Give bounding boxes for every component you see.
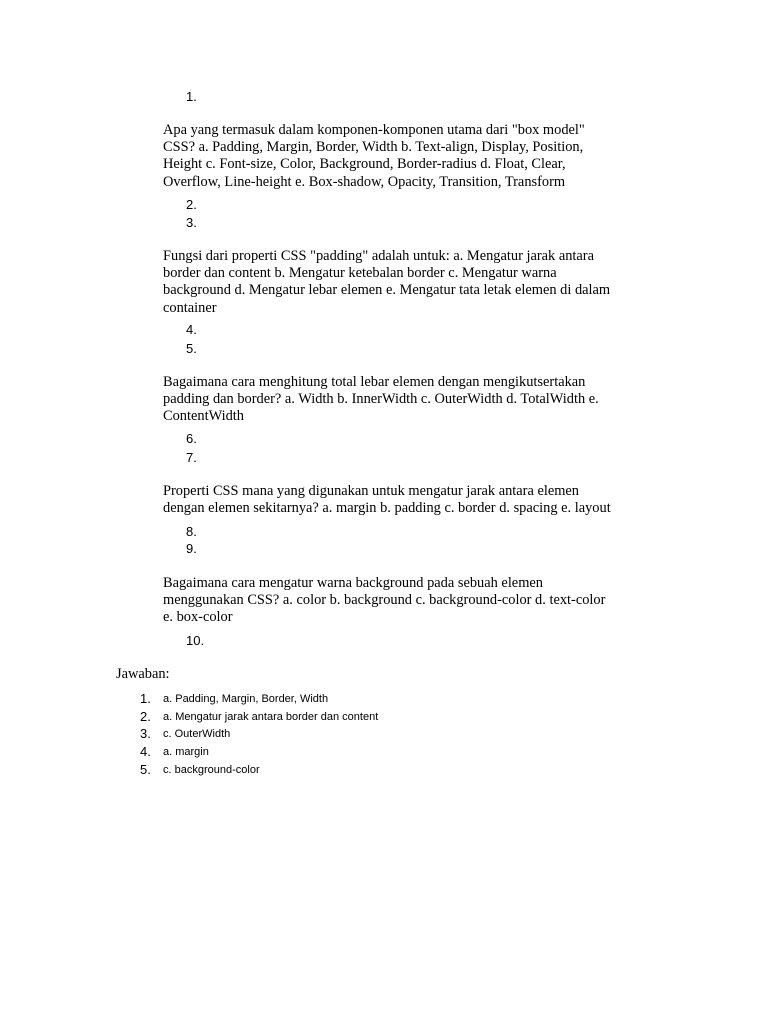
question-paragraph xyxy=(163,483,659,517)
answer-number: 1. xyxy=(140,691,151,706)
list-number: 3. xyxy=(186,215,197,230)
answer-number: 5. xyxy=(140,762,151,777)
list-number: 7. xyxy=(186,450,197,465)
question-line: background d. Mengatur lebar elemen e. Mengatur tata letak elemen di dalam xyxy=(163,282,611,299)
answer-text: c. background-color xyxy=(163,764,260,776)
answer-number: 3. xyxy=(140,726,151,741)
question-line: Apa yang termasuk dalam komponen-komponen utama dari "box model" xyxy=(163,122,585,138)
question-line: padding dan border? a. Width b. InnerWidth c. OuterWidth d. TotalWidth e. xyxy=(163,391,599,408)
question-line: menggunakan CSS? a. color b. background c. background-color d. text-color xyxy=(163,592,606,609)
list-number: 2. xyxy=(186,197,197,212)
list-number: 5. xyxy=(186,341,197,356)
question-paragraph xyxy=(163,248,659,317)
list-number: 1. xyxy=(186,89,197,104)
answer-text: c. OuterWidth xyxy=(163,728,231,740)
question-line: CSS? a. Padding, Margin, Border, Width b. Text-align, Display, Position, xyxy=(163,139,584,156)
question-line: dengan elemen sekitarnya? a. margin b. padding c. border d. spacing e. layout xyxy=(163,500,611,517)
question-line: Bagaimana cara menghitung total lebar elemen dengan mengikutsertakan xyxy=(163,374,586,390)
list-number: 10. xyxy=(186,633,205,648)
question-line: Fungsi dari properti CSS "padding" adalah untuk: a. Mengatur jarak antara xyxy=(163,248,594,264)
answer-text: a. Mengatur jarak antara border dan content xyxy=(163,711,379,723)
answer-text: a. Padding, Margin, Border, Width xyxy=(163,693,329,705)
answer-text: a. margin xyxy=(163,746,209,758)
question-paragraph xyxy=(163,122,659,191)
answers-heading: Jawaban: xyxy=(116,666,170,682)
list-number: 4. xyxy=(186,322,197,337)
question-paragraph xyxy=(163,575,659,627)
answer-number: 2. xyxy=(140,709,151,724)
question-line: Overflow, Line-height e. Box-shadow, Opacity, Transition, Transform xyxy=(163,173,566,190)
answer-number: 4. xyxy=(140,744,151,759)
question-paragraph xyxy=(163,374,659,426)
question-line: Bagaimana cara mengatur warna background pada sebuah elemen xyxy=(163,575,543,591)
list-number: 8. xyxy=(186,524,197,539)
question-line: container xyxy=(163,299,217,316)
question-line: Properti CSS mana yang digunakan untuk mengatur jarak antara elemen xyxy=(163,483,580,499)
question-line: ContentWidth xyxy=(163,408,244,425)
list-number: 6. xyxy=(186,431,197,446)
list-number: 9. xyxy=(186,541,197,556)
question-line: border dan content b. Mengatur ketebalan border c. Mengatur warna xyxy=(163,265,557,282)
question-line: e. box-color xyxy=(163,609,233,626)
question-line: Height c. Font-size, Color, Background, Border-radius d. Float, Clear, xyxy=(163,156,566,173)
